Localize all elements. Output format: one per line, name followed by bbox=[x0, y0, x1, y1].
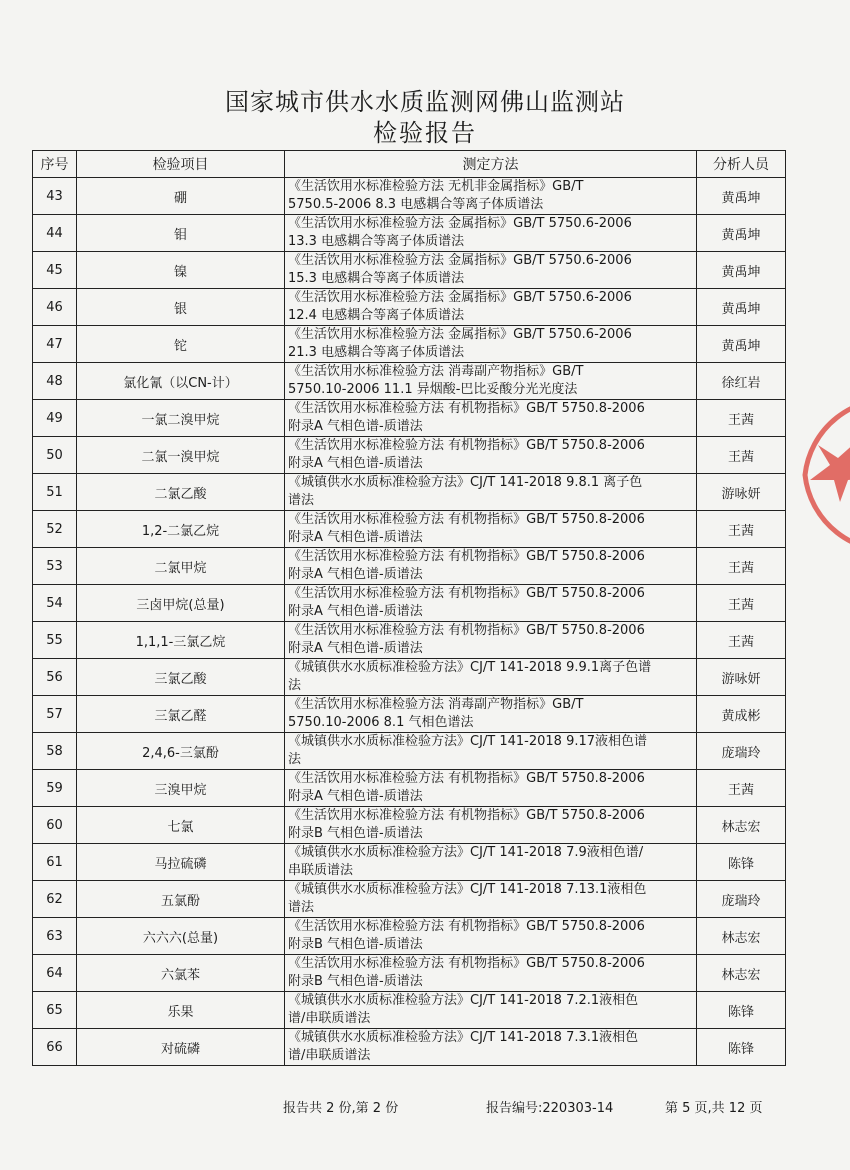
row-number: 52 bbox=[33, 511, 77, 548]
row-number: 44 bbox=[33, 215, 77, 252]
test-item: 二氯一溴甲烷 bbox=[77, 437, 285, 474]
table-header-row bbox=[33, 151, 786, 178]
method-line-1: 《生活饮用水标准检验方法 消毒副产物指标》GB/T bbox=[288, 364, 584, 379]
test-method bbox=[285, 696, 697, 733]
analyst-name: 游咏妍 bbox=[697, 474, 786, 511]
method-line-1: 《生活饮用水标准检验方法 有机物指标》GB/T 5750.8-2006 bbox=[288, 956, 645, 971]
method-line-1: 《城镇供水水质标准检验方法》CJ/T 141-2018 9.17液相色谱 bbox=[288, 734, 648, 749]
method-line-1: 《城镇供水水质标准检验方法》CJ/T 141-2018 9.9.1离子色谱 bbox=[288, 660, 652, 675]
test-item: 钼 bbox=[77, 215, 285, 252]
method-line-2: 5750.10-2006 8.1 气相色谱法 bbox=[288, 715, 474, 730]
column-header-method: 测定方法 bbox=[285, 151, 697, 178]
test-item: 乐果 bbox=[77, 992, 285, 1029]
analyst-name: 王茜 bbox=[697, 437, 786, 474]
test-item: 三溴甲烷 bbox=[77, 770, 285, 807]
row-number: 51 bbox=[33, 474, 77, 511]
row-number: 53 bbox=[33, 548, 77, 585]
analyst-name: 林志宏 bbox=[697, 918, 786, 955]
method-line-2: 法 bbox=[288, 678, 302, 693]
row-number: 45 bbox=[33, 252, 77, 289]
test-method bbox=[285, 770, 697, 807]
method-line-1: 《城镇供水水质标准检验方法》CJ/T 141-2018 7.2.1液相色 bbox=[288, 993, 639, 1008]
table-row bbox=[33, 252, 786, 289]
test-method bbox=[285, 363, 697, 400]
method-line-1: 《城镇供水水质标准检验方法》CJ/T 141-2018 7.13.1液相色 bbox=[288, 882, 647, 897]
table-row bbox=[33, 918, 786, 955]
method-line-2: 谱法 bbox=[288, 493, 315, 508]
method-line-1: 《生活饮用水标准检验方法 有机物指标》GB/T 5750.8-2006 bbox=[288, 586, 645, 601]
test-item: 马拉硫磷 bbox=[77, 844, 285, 881]
row-number: 59 bbox=[33, 770, 77, 807]
analyst-name: 陈锋 bbox=[697, 992, 786, 1029]
table-row bbox=[33, 696, 786, 733]
column-header-analyst: 分析人员 bbox=[697, 151, 786, 178]
test-item: 六六六(总量) bbox=[77, 918, 285, 955]
method-line-2: 13.3 电感耦合等离子体质谱法 bbox=[288, 234, 465, 249]
method-line-2: 串联质谱法 bbox=[288, 863, 354, 878]
method-line-2: 附录A 气相色谱-质谱法 bbox=[288, 419, 423, 434]
test-method bbox=[285, 437, 697, 474]
method-line-1: 《生活饮用水标准检验方法 有机物指标》GB/T 5750.8-2006 bbox=[288, 771, 645, 786]
table-row bbox=[33, 178, 786, 215]
test-item: 七氯 bbox=[77, 807, 285, 844]
test-method bbox=[285, 326, 697, 363]
test-method bbox=[285, 1029, 697, 1066]
test-method bbox=[285, 548, 697, 585]
test-method bbox=[285, 474, 697, 511]
test-item: 一氯二溴甲烷 bbox=[77, 400, 285, 437]
test-item: 镍 bbox=[77, 252, 285, 289]
table-row bbox=[33, 363, 786, 400]
row-number: 64 bbox=[33, 955, 77, 992]
method-line-2: 5750.10-2006 11.1 异烟酸-巴比妥酸分光光度法 bbox=[288, 382, 578, 397]
analyst-name: 王茜 bbox=[697, 770, 786, 807]
table-row bbox=[33, 474, 786, 511]
method-line-2: 附录A 气相色谱-质谱法 bbox=[288, 567, 423, 582]
row-number: 56 bbox=[33, 659, 77, 696]
page-title: 国家城市供水水质监测网佛山监测站 bbox=[225, 88, 625, 116]
method-line-2: 谱/串联质谱法 bbox=[288, 1011, 371, 1026]
test-item: 六氯苯 bbox=[77, 955, 285, 992]
method-line-1: 《生活饮用水标准检验方法 金属指标》GB/T 5750.6-2006 bbox=[288, 253, 632, 268]
table-row bbox=[33, 770, 786, 807]
method-line-2: 12.4 电感耦合等离子体质谱法 bbox=[288, 308, 465, 323]
method-line-2: 谱/串联质谱法 bbox=[288, 1048, 371, 1063]
method-line-2: 附录A 气相色谱-质谱法 bbox=[288, 641, 423, 656]
table-row bbox=[33, 955, 786, 992]
table-body bbox=[33, 178, 786, 1066]
test-method bbox=[285, 622, 697, 659]
test-method bbox=[285, 252, 697, 289]
table-row bbox=[33, 622, 786, 659]
row-number: 63 bbox=[33, 918, 77, 955]
test-item: 二氯甲烷 bbox=[77, 548, 285, 585]
method-line-2: 5750.5-2006 8.3 电感耦合等离子体质谱法 bbox=[288, 197, 544, 212]
row-number: 46 bbox=[33, 289, 77, 326]
test-method bbox=[285, 955, 697, 992]
analyst-name: 王茜 bbox=[697, 511, 786, 548]
table-row bbox=[33, 215, 786, 252]
method-line-2: 15.3 电感耦合等离子体质谱法 bbox=[288, 271, 465, 286]
footer-report-number: 报告编号:220303-14 bbox=[486, 1101, 614, 1116]
footer-page-number: 第 5 页,共 12 页 bbox=[665, 1101, 763, 1116]
method-line-2: 谱法 bbox=[288, 900, 315, 915]
test-item: 1,1,1-三氯乙烷 bbox=[77, 622, 285, 659]
test-item: 2,4,6-三氯酚 bbox=[77, 733, 285, 770]
column-header-no: 序号 bbox=[33, 151, 77, 178]
method-line-1: 《生活饮用水标准检验方法 无机非金属指标》GB/T bbox=[288, 179, 584, 194]
table-row bbox=[33, 585, 786, 622]
test-method bbox=[285, 400, 697, 437]
row-number: 61 bbox=[33, 844, 77, 881]
analyst-name: 黄禹坤 bbox=[697, 215, 786, 252]
footer-copies: 报告共 2 份,第 2 份 bbox=[283, 1101, 399, 1116]
test-method bbox=[285, 881, 697, 918]
method-line-1: 《生活饮用水标准检验方法 金属指标》GB/T 5750.6-2006 bbox=[288, 327, 632, 342]
test-item: 银 bbox=[77, 289, 285, 326]
column-header-item: 检验项目 bbox=[77, 151, 285, 178]
analyst-name: 王茜 bbox=[697, 400, 786, 437]
row-number: 43 bbox=[33, 178, 77, 215]
analyst-name: 林志宏 bbox=[697, 955, 786, 992]
test-method bbox=[285, 807, 697, 844]
method-line-2: 附录B 气相色谱-质谱法 bbox=[288, 974, 423, 989]
page-subtitle: 检验报告 bbox=[373, 119, 477, 147]
table-row bbox=[33, 992, 786, 1029]
method-line-1: 《城镇供水水质标准检验方法》CJ/T 141-2018 9.8.1 离子色 bbox=[288, 475, 643, 490]
method-line-1: 《生活饮用水标准检验方法 金属指标》GB/T 5750.6-2006 bbox=[288, 290, 632, 305]
test-item: 三氯乙醛 bbox=[77, 696, 285, 733]
test-method bbox=[285, 918, 697, 955]
method-line-1: 《生活饮用水标准检验方法 有机物指标》GB/T 5750.8-2006 bbox=[288, 919, 645, 934]
official-seal-stamp bbox=[790, 390, 850, 560]
method-line-1: 《生活饮用水标准检验方法 金属指标》GB/T 5750.6-2006 bbox=[288, 216, 632, 231]
method-line-2: 法 bbox=[288, 752, 302, 767]
method-line-2: 附录A 气相色谱-质谱法 bbox=[288, 604, 423, 619]
page-footer bbox=[0, 1097, 850, 1117]
method-line-2: 附录A 气相色谱-质谱法 bbox=[288, 456, 423, 471]
test-item: 二氯乙酸 bbox=[77, 474, 285, 511]
method-line-1: 《生活饮用水标准检验方法 消毒副产物指标》GB/T bbox=[288, 697, 584, 712]
test-item: 硼 bbox=[77, 178, 285, 215]
method-line-1: 《城镇供水水质标准检验方法》CJ/T 141-2018 7.9液相色谱/ bbox=[288, 845, 644, 860]
analyst-name: 陈锋 bbox=[697, 844, 786, 881]
method-line-1: 《生活饮用水标准检验方法 有机物指标》GB/T 5750.8-2006 bbox=[288, 623, 645, 638]
test-item: 对硫磷 bbox=[77, 1029, 285, 1066]
test-method bbox=[285, 992, 697, 1029]
table-row bbox=[33, 548, 786, 585]
analyst-name: 徐红岩 bbox=[697, 363, 786, 400]
table-row bbox=[33, 400, 786, 437]
test-item: 1,2-二氯乙烷 bbox=[77, 511, 285, 548]
method-line-2: 附录A 气相色谱-质谱法 bbox=[288, 789, 423, 804]
analyst-name: 陈锋 bbox=[697, 1029, 786, 1066]
analyst-name: 游咏妍 bbox=[697, 659, 786, 696]
analyst-name: 庞瑞玲 bbox=[697, 733, 786, 770]
test-method bbox=[285, 178, 697, 215]
method-line-2: 附录B 气相色谱-质谱法 bbox=[288, 937, 423, 952]
table-row bbox=[33, 881, 786, 918]
method-line-1: 《城镇供水水质标准检验方法》CJ/T 141-2018 7.3.1液相色 bbox=[288, 1030, 639, 1045]
method-line-2: 附录B 气相色谱-质谱法 bbox=[288, 826, 423, 841]
method-line-1: 《生活饮用水标准检验方法 有机物指标》GB/T 5750.8-2006 bbox=[288, 401, 645, 416]
table-row bbox=[33, 659, 786, 696]
row-number: 47 bbox=[33, 326, 77, 363]
test-method bbox=[285, 585, 697, 622]
table-row bbox=[33, 733, 786, 770]
analyst-name: 林志宏 bbox=[697, 807, 786, 844]
row-number: 62 bbox=[33, 881, 77, 918]
method-line-2: 附录A 气相色谱-质谱法 bbox=[288, 530, 423, 545]
table-row bbox=[33, 511, 786, 548]
analyst-name: 黄禹坤 bbox=[697, 289, 786, 326]
test-method bbox=[285, 215, 697, 252]
method-line-1: 《生活饮用水标准检验方法 有机物指标》GB/T 5750.8-2006 bbox=[288, 512, 645, 527]
test-method bbox=[285, 733, 697, 770]
row-number: 58 bbox=[33, 733, 77, 770]
row-number: 66 bbox=[33, 1029, 77, 1066]
method-line-1: 《生活饮用水标准检验方法 有机物指标》GB/T 5750.8-2006 bbox=[288, 549, 645, 564]
test-item: 铊 bbox=[77, 326, 285, 363]
analyst-name: 黄成彬 bbox=[697, 696, 786, 733]
table-row bbox=[33, 807, 786, 844]
analyst-name: 黄禹坤 bbox=[697, 178, 786, 215]
row-number: 57 bbox=[33, 696, 77, 733]
method-line-1: 《生活饮用水标准检验方法 有机物指标》GB/T 5750.8-2006 bbox=[288, 808, 645, 823]
row-number: 60 bbox=[33, 807, 77, 844]
analyst-name: 王茜 bbox=[697, 585, 786, 622]
analyst-name: 黄禹坤 bbox=[697, 252, 786, 289]
method-line-1: 《生活饮用水标准检验方法 有机物指标》GB/T 5750.8-2006 bbox=[288, 438, 645, 453]
analyst-name: 王茜 bbox=[697, 548, 786, 585]
row-number: 55 bbox=[33, 622, 77, 659]
analyst-name: 黄禹坤 bbox=[697, 326, 786, 363]
report-table bbox=[32, 150, 786, 1066]
analyst-name: 庞瑞玲 bbox=[697, 881, 786, 918]
method-line-2: 21.3 电感耦合等离子体质谱法 bbox=[288, 345, 465, 360]
row-number: 50 bbox=[33, 437, 77, 474]
table-row bbox=[33, 1029, 786, 1066]
test-method bbox=[285, 844, 697, 881]
row-number: 54 bbox=[33, 585, 77, 622]
test-method bbox=[285, 511, 697, 548]
test-item: 氯化氰（以CN-计） bbox=[77, 363, 285, 400]
row-number: 49 bbox=[33, 400, 77, 437]
analyst-name: 王茜 bbox=[697, 622, 786, 659]
table-row bbox=[33, 844, 786, 881]
test-item: 三卤甲烷(总量) bbox=[77, 585, 285, 622]
table-row bbox=[33, 326, 786, 363]
table-row bbox=[33, 289, 786, 326]
test-item: 五氯酚 bbox=[77, 881, 285, 918]
test-item: 三氯乙酸 bbox=[77, 659, 285, 696]
table-row bbox=[33, 437, 786, 474]
test-method bbox=[285, 289, 697, 326]
row-number: 65 bbox=[33, 992, 77, 1029]
row-number: 48 bbox=[33, 363, 77, 400]
test-method bbox=[285, 659, 697, 696]
